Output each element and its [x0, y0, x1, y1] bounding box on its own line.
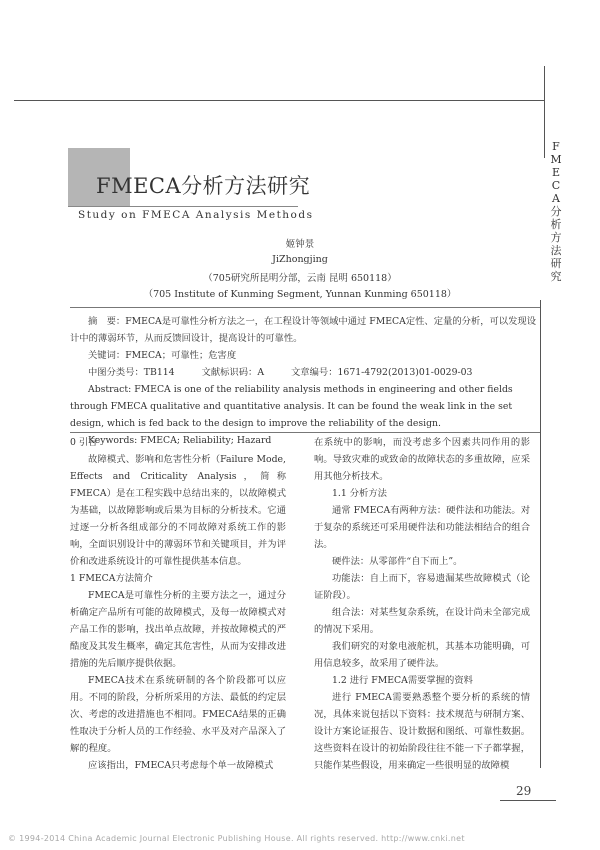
author-cn: 姬钟景: [285, 239, 315, 250]
subsection-heading: 1.2 进行 FMECA需要掌握的资料: [332, 675, 473, 686]
body-right-column: [314, 434, 530, 774]
body-paragraph: 故障模式、影响和危害性分析（Failure Mode, Effects and Criticality Analysis，简称 FMECA）是在工程实践中总结出来的，以故障模式为基础，以故障影响或后果为目标的分析技术。它通过逐一分析各组成部分的不同故障对系统工作的影响，全面识别设计中的薄弱环节和关键项目，并为评价和改进系统设计的可靠性提供基本信息。: [70, 454, 286, 567]
article-number: 文章编号：1671-4792(2013)01-0029-03: [291, 367, 473, 378]
body-paragraph: 在系统中的影响，而没考虑多个因素共同作用的影响。导致灾难的或致命的故障状态的多重故障，应采用其他分析技术。: [314, 437, 530, 482]
affiliation-en: （705 Institute of Kunming Segment, Yunnan Kunming 650118）: [143, 289, 457, 300]
page-number: 29: [516, 784, 532, 798]
body-paragraph: FMECA是可靠性分析的主要方法之一，通过分析确定产品所有可能的故障模式，及每一故障模式对产品工作的影响，找出单点故障，并按故障模式的严酷度及其发生概率，确定其危害性，从而为安排改进措施的先后顺序提供依据。: [70, 590, 286, 669]
section-heading: 1 FMECA方法简介: [70, 573, 153, 584]
body-paragraph: 功能法：自上而下，容易遗漏某些故障模式（论证阶段）。: [314, 573, 530, 601]
classification-row: [70, 364, 540, 381]
running-header-title: FMECA分析方法研究: [550, 140, 562, 283]
article-title: FMECA分析方法研究: [96, 174, 311, 198]
subsection-heading: 1.1 分析方法: [332, 488, 387, 499]
abstract-cn: 摘 要：FMECA是可靠性分析方法之一，在工程设计等领域中通过 FMECA定性、定量的分析，可以发现设计中的薄弱环节，从而反馈回设计，提高设计的可靠性。: [70, 316, 536, 344]
body-paragraph: 应该指出，FMECA只考虑每个单一故障模式: [88, 760, 274, 771]
abstract-en: Abstract: FMECA is one of the reliability analysis methods in engineering and other fields through FMECA qualitative and quantitative analysis. It can be found the weak link in the set design, which is fed back to the design to improve the reliability of the design.: [70, 384, 513, 429]
header-vertical-rule: [544, 66, 545, 158]
copyright-footer: © 1994-2014 China Academic Journal Electronic Publishing House. All rights reserved. http://www.cnki.net: [8, 834, 465, 843]
body-paragraph: FMECA技术在系统研制的各个阶段都可以应用。不同的阶段，分析所采用的方法、最低的约定层次、考虑的改进措施也不相同。FMECA结果的正确性取决于分析人员的工作经验、水平及对产品深入了解的程度。: [70, 675, 286, 754]
abstract-block: [70, 313, 540, 449]
abstract-top-rule: [70, 307, 540, 308]
body-left-column: [70, 434, 286, 774]
keywords-cn: 关键词：FMECA；可靠性；危害度: [88, 350, 237, 361]
body-paragraph: 硬件法：从零部件“自下而上”。: [332, 556, 463, 567]
document-code: 文献标识码：A: [201, 367, 265, 378]
classification-number: 中图分类号：TB114: [88, 367, 175, 378]
author-en: JiZhongjing: [272, 254, 328, 265]
top-rule: [14, 100, 544, 101]
body-paragraph: 我们研究的对象电液舵机，其基本功能明确，可用信息较多，故采用了硬件法。: [314, 641, 530, 669]
title-rule: [68, 206, 298, 207]
abstract-bottom-rule: [70, 432, 540, 433]
section-heading: 0 引言: [70, 437, 98, 448]
affiliation-cn: （705研究所昆明分部，云南 昆明 650118）: [203, 273, 397, 284]
article-subtitle-en: Study on FMECA Analysis Methods: [78, 209, 314, 221]
right-margin-rule: [540, 300, 541, 768]
keywords-en: Keywords: FMECA; Reliability; Hazard: [88, 435, 272, 446]
body-paragraph: 进行 FMECA需要熟悉整个要分析的系统的情况，具体来说包括以下资料：技术规范与研制方案、设计方案论证报告、设计数据和图纸、可靠性数据。这些资料在设计的初始阶段往往不能一下子都掌握，只能作某些假设，用来确定一些很明显的故障模: [314, 692, 530, 771]
body-paragraph: 组合法：对某些复杂系统，在设计尚未全部完成的情况下采用。: [314, 607, 530, 635]
body-paragraph: 通常 FMECA有两种方法：硬件法和功能法。对于复杂的系统还可采用硬件法和功能法相结合的组合法。: [314, 505, 530, 550]
page-number-rule: [500, 800, 556, 801]
